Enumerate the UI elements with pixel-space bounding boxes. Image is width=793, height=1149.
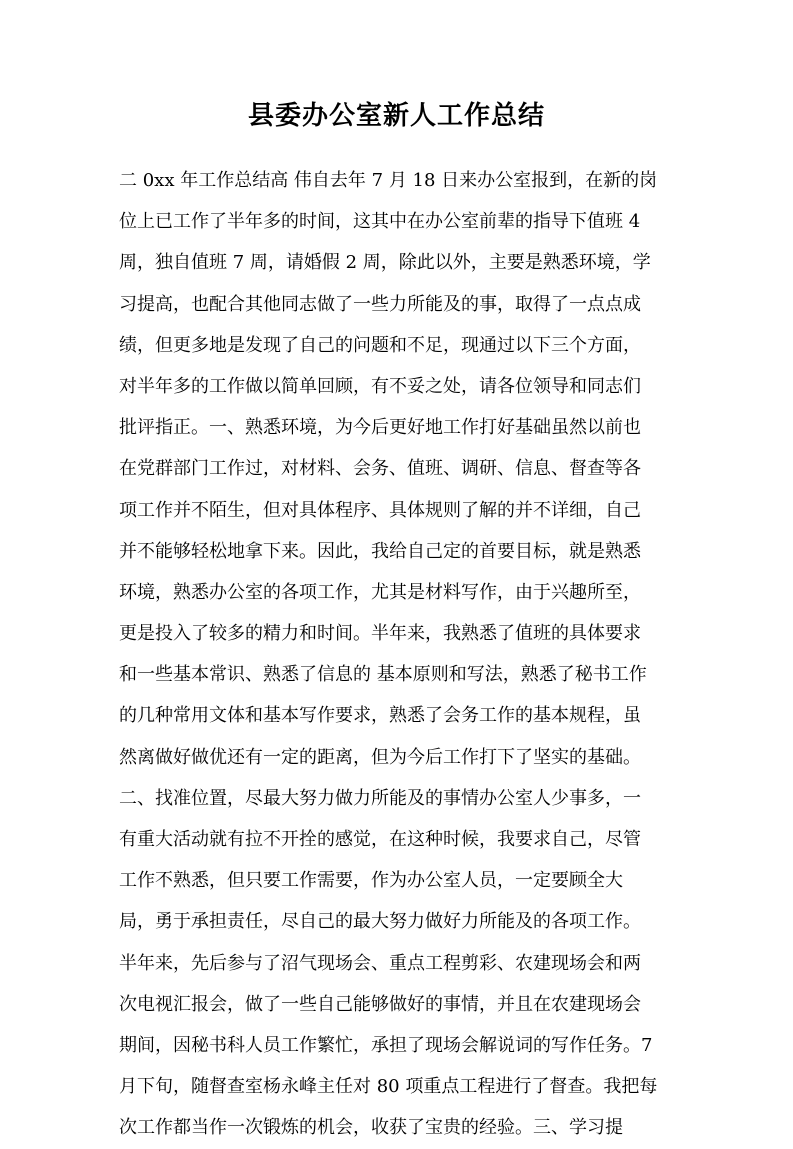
body-line: 绩，但更多地是发现了自己的问题和不足，现通过以下三个方面，: [119, 334, 641, 356]
body-line: 的几种常用文体和基本写作要求，熟悉了会务工作的基本规程，虽: [119, 705, 641, 727]
body-line: 半年来，先后参与了沼气现场会、重点工程剪彩、农建现场会和两: [119, 952, 641, 974]
body-line: 更是投入了较多的精力和时间。半年来，我熟悉了值班的具体要求: [119, 623, 641, 645]
body-line: 位上已工作了半年多的时间，这其中在办公室前辈的指导下值班 4: [119, 211, 641, 233]
document-title: 县委办公室新人工作总结: [247, 101, 545, 131]
body-line: 有重大活动就有拉不开拴的感觉，在这种时候，我要求自己，尽管: [119, 829, 641, 850]
body-line: 然离做好做优还有一定的距离，但为今后工作打下了坚实的基础。: [119, 746, 641, 768]
body-line: 批评指正。一、熟悉环境，为今后更好地工作打好基础虽然以前也: [119, 417, 641, 439]
body-line: 环境，熟悉办公室的各项工作，尤其是材料写作，由于兴趣所至，: [119, 581, 641, 603]
body-line: 月下旬，随督查室杨永峰主任对 80 项重点工程进行了督查。我把每: [119, 1076, 658, 1098]
body-line: 二、找准位置，尽最大努力做力所能及的事情办公室人少事多，一: [119, 787, 641, 809]
body-line: 次工作都当作一次锻炼的机会，收获了宝贵的经验。三、学习提: [119, 1117, 623, 1139]
body-line: 局，勇于承担责任，尽自己的最大努力做好力所能及的各项工作。: [119, 911, 641, 933]
body-line: 和一些基本常识、熟悉了信息的 基本原则和写法，熟悉了秘书工作: [119, 664, 647, 686]
body-line: 并不能够轻松地拿下来。因此，我给自己定的首要目标，就是熟悉: [119, 540, 641, 562]
body-line: 期间，因秘书科人员工作繁忙，承担了现场会解说词的写作任务。7: [119, 1034, 653, 1056]
body-line: 项工作并不陌生，但对具体程序、具体规则了解的并不详细，自己: [119, 499, 641, 521]
body-line: 在党群部门工作过，对材料、会务、值班、调研、信息、督查等各: [119, 458, 641, 480]
body-line: 对半年多的工作做以简单回顾，有不妥之处，请各位领导和同志们: [119, 375, 641, 397]
body-line: 次电视汇报会，做了一些自己能够做好的事情，并且在农建现场会: [119, 993, 641, 1015]
body-line: 工作不熟悉，但只要工作需要，作为办公室人员，一定要顾全大: [119, 870, 623, 892]
body-line: 习提高，也配合其他同志做了一些力所能及的事，取得了一点点成: [119, 293, 641, 315]
body-line: 二 0xx 年工作总结高 伟自去年 7 月 18 日来办公室报到，在新的岗: [119, 170, 658, 191]
body-line: 周，独自值班 7 周，请婚假 2 周，除此以外，主要是熟悉环境，学: [119, 252, 651, 274]
document-body: [119, 160, 679, 1149]
